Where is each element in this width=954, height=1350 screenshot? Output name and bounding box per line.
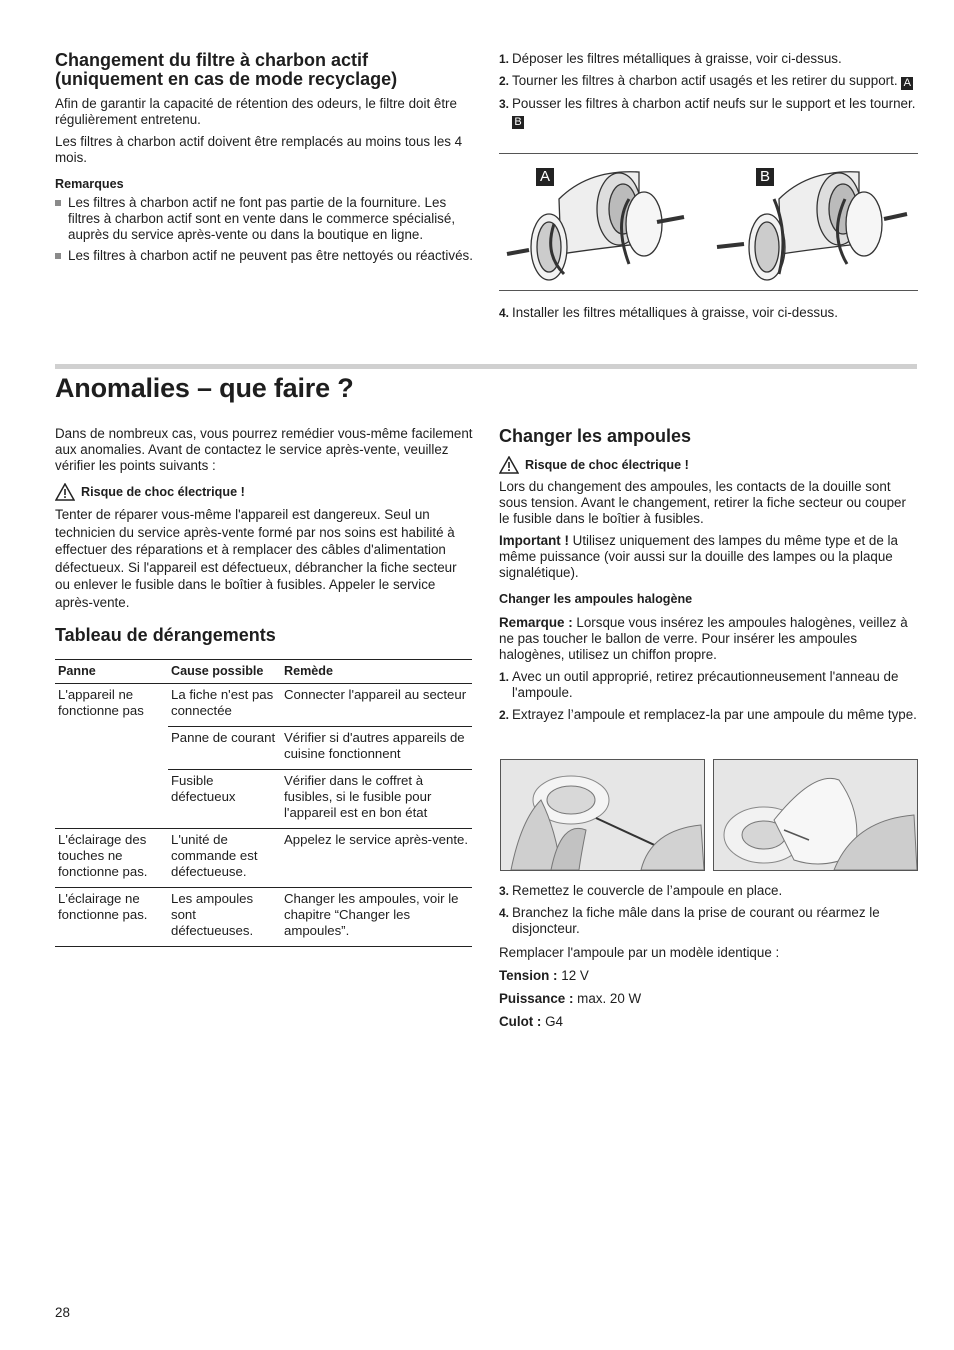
step-text: Remettez le couvercle de l’ampoule en place. [512,883,783,898]
step-number: 2. [499,708,510,722]
step-text: Branchez la fiche mâle dans la prise de courant ou réarmez le disjoncteur. [512,905,880,936]
spec-value: 12 V [561,968,589,983]
warning-icon [55,483,75,501]
filter-step-2 [499,73,917,90]
anomalies-left [55,426,473,947]
step-text: Avec un outil approprié, retirez précautionneusement l'anneau de l'ampoule. [512,669,899,700]
bulbs-warning-text: Lors du changement des ampoules, les contacts de la douille sont sous tension. Avant le changement, retirer la fiche secteur ou couper le fusible dans le boîtier à fusibles. [499,479,906,526]
bulbs-important [499,533,917,581]
table-cell-cause: L'unité de commande est défectueuse. [168,829,281,888]
spec-tension [499,968,917,984]
table-cell-cause: La fiche n'est pas connectée [171,687,274,718]
step-text: Tourner les filtres à charbon actif usagés et les retirer du support. [512,73,898,88]
bulb-step-2 [499,707,917,723]
spec-label: Tension : [499,968,558,983]
filter-steps [499,51,917,135]
table-title: Tableau de dérangements [55,625,276,645]
filter-step-1 [499,51,917,67]
important-text: Utilisez uniquement des lampes du même type et de la même puissance (voir aussi sur la douille des lampes ou la plaque signalétique). [499,533,898,580]
anomalies-warning [55,483,473,501]
remark-label: Remarque : [499,615,573,630]
table-header: Panne [55,660,168,684]
table-cell-panne: L'éclairage ne fonctionne pas. [55,888,168,947]
anomalies-intro: Dans de nombreux cas, vous pourrez remédier vous-même facilement aux anomalies. Avant de contactez le service après-vente, veuillez vérifier les points suivants : [55,426,473,473]
remark-text: Lorsque vous insérez les ampoules halogènes, veillez à ne pas toucher le ballon de verre. Pour insérer les ampoules halogènes, utilisez un chiffon propre. [499,615,908,662]
bulb-step-1 [499,669,917,701]
filter-step-3 [499,96,917,129]
bulbs-section-2 [499,883,917,1036]
table-row [55,684,472,727]
table-cell-panne: L'éclairage des touches ne fonctionne pas. [55,829,168,888]
table-cell-remede: Vérifier dans le coffret à fusibles, si le fusible pour l'appareil est en bon état [281,770,472,829]
table-header: Remède [281,660,472,684]
figure-label-a: A [536,168,554,186]
filter-para-1: Afin de garantir la capacité de rétention des odeurs, le filtre doit être régulièrement entretenu. [55,96,457,127]
bulb-step-4 [499,905,917,937]
table-cell-remede: Changer les ampoules, voir le chapitre “Changer les ampoules”. [281,888,472,947]
step-number: 1. [499,52,510,66]
halogen-title: Changer les ampoules halogène [499,592,693,606]
table-cell-cause: Panne de courant [168,727,281,770]
table-cell-panne: L'appareil ne fonctionne pas [58,687,144,718]
spec-label: Culot : [499,1014,542,1029]
warning-title: Risque de choc électrique ! [81,485,245,499]
spec-value: G4 [545,1014,563,1029]
step-number: 3. [499,884,510,898]
anomalies-title: Anomalies – que faire ? [55,373,354,403]
anomalies-warning-text: Tenter de réparer vous-même l'appareil est dangereux. Seul un technicien du service après-vente formé par nos soins est habilité à effectuer des réparations et à remplacer des câbles d'alimentation défectueux. Si l'appareil est défectueux, débrancher la fiche secteur ou enlever le fusible dans le boîtier à fusibles. Appeler le service après-vente. [55,507,457,610]
bulbs-warning [499,456,917,474]
hand-cloth-icon [714,760,917,870]
warning-icon [499,456,519,474]
warning-title: Risque de choc électrique ! [525,458,689,472]
bulbs-title: Changer les ampoules [499,426,692,446]
step-text: Pousser les filtres à charbon actif neufs sur le support et les tourner. [512,96,916,111]
step-number: 4. [499,306,510,320]
step-number: 4. [499,906,510,920]
step-number: 1. [499,670,510,684]
spec-value: max. 20 W [577,991,642,1006]
bulbs-section [499,425,917,729]
step-text: Installer les filtres métalliques à graisse, voir ci-dessus. [512,305,838,320]
fault-table [55,659,472,947]
table-cell-remede: Connecter l'appareil au secteur [284,687,467,702]
table-header-row [55,660,472,684]
step-text: Déposer les filtres métalliques à graisse, voir ci-dessus. [512,51,842,66]
filter-step-4-wrap [499,305,917,327]
filter-illustration [499,153,918,291]
bulb-photo-1 [500,759,705,871]
figure-ref-label: B [512,116,524,129]
spec-label: Puissance : [499,991,574,1006]
table-header: Cause possible [168,660,281,684]
table-cell-cause: Fusible défectueux [168,770,281,829]
important-label: Important ! [499,533,569,548]
halogen-remark [499,615,917,663]
table-cell-remede: Appelez le service après-vente. [281,829,472,888]
section-divider [55,364,917,369]
step-number: 2. [499,74,510,88]
table-row [55,829,472,888]
remarks-title: Remarques [55,177,124,191]
table-cell-remede: Vérifier si d'autres appareils de cuisine fonctionnent [281,727,472,770]
filter-para-2: Les filtres à charbon actif doivent être remplacés au moins tous les 4 mois. [55,134,463,165]
bulb-step-3 [499,883,917,899]
remark-bullet: Les filtres à charbon actif ne peuvent pas être nettoyés ou réactivés. [55,248,473,264]
hand-tool-icon [501,760,704,870]
spec-puissance [499,991,917,1007]
table-cell-cause: Les ampoules sont défectueuses. [168,888,281,947]
filter-step-4 [499,305,917,321]
bulb-photo-2 [713,759,918,871]
replace-text: Remplacer l'ampoule par un modèle identique : [499,945,780,960]
spec-culot [499,1014,917,1030]
table-row [55,888,472,947]
step-text: Extrayez l’ampoule et remplacez-la par une ampoule du même type. [512,707,917,722]
remark-bullet: Les filtres à charbon actif ne font pas partie de la fourniture. Les filtres à charbon actif sont en vente dans le commerce spécialisé, auprès du service après-vente ou dans la boutique en ligne. [55,195,473,243]
page-number: 28 [55,1305,70,1320]
filter-drawing-icon [499,154,918,290]
figure-label-b: B [756,168,774,186]
filter-section [55,51,473,269]
figure-ref-label: A [901,77,913,90]
filter-section-title: Changement du filtre à charbon actif (uniquement en cas de mode recyclage) [55,50,398,89]
step-number: 3. [499,97,510,111]
